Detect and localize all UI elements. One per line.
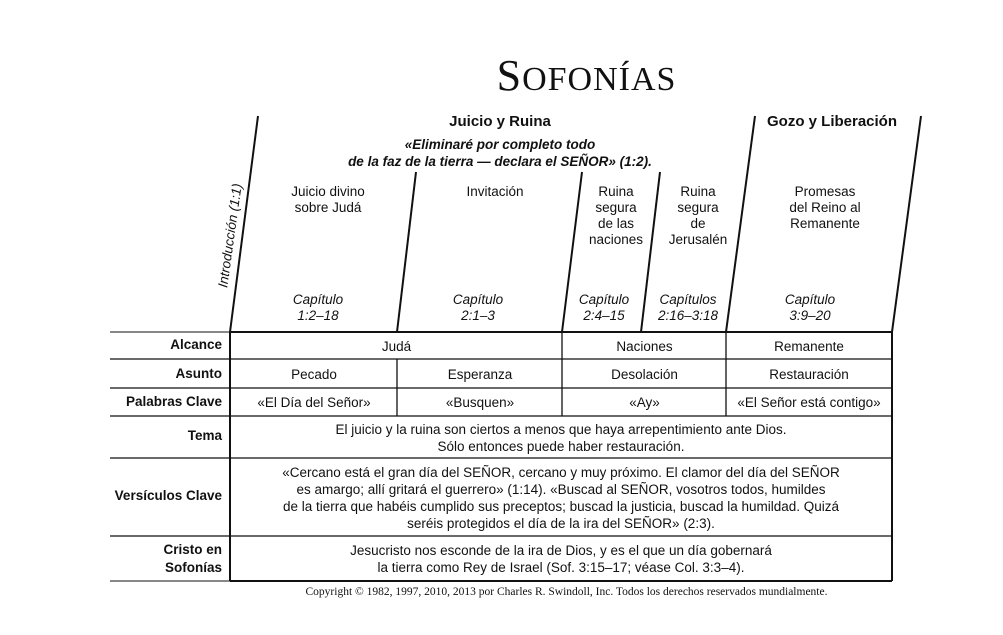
cell-alcance-remanente: Remanente — [774, 338, 844, 354]
versiculos-line: «Cercano está el gran día del SEÑOR, cercano y muy próximo. El clamor del día del SEÑOR — [282, 464, 840, 480]
chapter-label: Capítulo — [578, 292, 630, 307]
cell-palabras-4: «El Señor está contigo» — [737, 395, 881, 410]
section-3-line: naciones — [588, 232, 644, 247]
section-3 — [578, 184, 654, 248]
section-3-line: Ruina — [598, 184, 634, 199]
tema-line: Sólo entonces puede haber restauración. — [437, 438, 685, 454]
section-3-line: de las — [597, 216, 635, 231]
chapter-2 — [418, 292, 538, 324]
quote-line-2: de la faz de la tierra — declara el SEÑOR» (1:2). — [348, 154, 652, 169]
row-label-alcance: Alcance — [170, 337, 222, 352]
chapter-4 — [646, 292, 730, 324]
cell-versiculos — [231, 459, 891, 536]
section-1 — [268, 184, 388, 216]
section-1-line: Juicio divino — [291, 184, 365, 199]
cell-asunto-pecado: Pecado — [291, 366, 337, 382]
section-5-line: Promesas — [794, 184, 856, 199]
row-label-asunto: Asunto — [175, 366, 222, 381]
chapter-range: 2:16–3:18 — [657, 308, 719, 323]
chapter-range: 3:9–20 — [789, 308, 831, 323]
cell-palabras-1: «El Día del Señor» — [257, 395, 371, 410]
chapter-range: 2:1–3 — [461, 308, 495, 323]
section-4-line: de — [690, 216, 706, 231]
cell-cristo — [231, 537, 891, 581]
section-5-line: del Reino al — [789, 200, 861, 215]
header-left: Juicio y Ruina — [449, 113, 551, 130]
cell-palabras-2: «Busquen» — [445, 395, 515, 410]
cell-alcance-naciones: Naciones — [616, 338, 673, 354]
chapter-label: Capítulos — [659, 292, 717, 307]
chapter-label: Capítulo — [292, 292, 344, 307]
cell-palabras-3: «Ay» — [629, 395, 660, 410]
section-4 — [658, 184, 738, 248]
header-quote — [300, 136, 700, 170]
title-initial: S — [496, 51, 523, 100]
section-5-line: Remanente — [790, 216, 860, 231]
intro-label: Introducción (1:1) — [215, 182, 245, 289]
cell-asunto-esperanza: Esperanza — [447, 366, 513, 382]
cell-asunto-restauracion: Restauración — [769, 366, 849, 382]
copyright-notice: Copyright © 1982, 1997, 2010, 2013 por Charles R. Swindoll, Inc. Todos los derechos reservados mundialmente. — [305, 586, 828, 598]
cell-alcance-juda: Judá — [381, 338, 412, 354]
divider-right — [892, 116, 921, 332]
chapter-range: 2:4–15 — [583, 308, 625, 323]
versiculos-line: seréis protegidos el día de la ira del SEÑOR» (2:3). — [407, 515, 715, 531]
row-label-versiculos: Versículos Clave — [114, 488, 222, 503]
versiculos-line: de la tierra que habéis cumplido sus preceptos; buscad la justicia, buscad la humildad. Quizá — [282, 498, 840, 514]
chapter-3 — [566, 292, 642, 324]
versiculos-line: es amargo; allí gritará el guerrero» (1:14). «Buscad al SEÑOR, vosotros todos, humildes — [296, 481, 826, 497]
cristo-line: la tierra como Rey de Israel (Sof. 3:15–17; véase Col. 3:3–4). — [377, 560, 745, 575]
section-3-line: segura — [595, 200, 637, 215]
section-2 — [430, 184, 560, 200]
section-2-line: Invitación — [466, 184, 524, 199]
chapter-5 — [750, 292, 870, 324]
cell-tema — [231, 417, 891, 458]
row-label-palabras: Palabras Clave — [125, 394, 222, 409]
row-label-tema: Tema — [187, 428, 222, 443]
section-4-line: Jerusalén — [668, 232, 728, 247]
chapter-range: 1:2–18 — [297, 308, 339, 323]
section-1-line: sobre Judá — [294, 200, 362, 215]
section-4-line: Ruina — [680, 184, 716, 199]
page-title — [0, 50, 1003, 101]
row-label-cristo — [60, 541, 222, 577]
row-label-cristo-line: Sofonías — [164, 560, 222, 575]
section-4-line: segura — [677, 200, 719, 215]
title-rest: OFONÍAS — [522, 61, 677, 98]
row-label-cristo-line: Cristo en — [163, 542, 222, 557]
chapter-label: Capítulo — [452, 292, 504, 307]
chapter-1 — [258, 292, 378, 324]
quote-line-1: «Eliminaré por completo todo — [404, 137, 596, 152]
tema-line: El juicio y la ruina son ciertos a menos que haya arrepentimiento ante Dios. — [335, 421, 787, 437]
cell-asunto-desolacion: Desolación — [611, 366, 678, 382]
divider-1 — [397, 172, 416, 332]
header-right: Gozo y Liberación — [766, 113, 898, 130]
chapter-label: Capítulo — [784, 292, 836, 307]
cristo-line: Jesucristo nos esconde de la ira de Dios, y es el que un día gobernará — [350, 543, 772, 558]
section-5 — [760, 184, 890, 232]
